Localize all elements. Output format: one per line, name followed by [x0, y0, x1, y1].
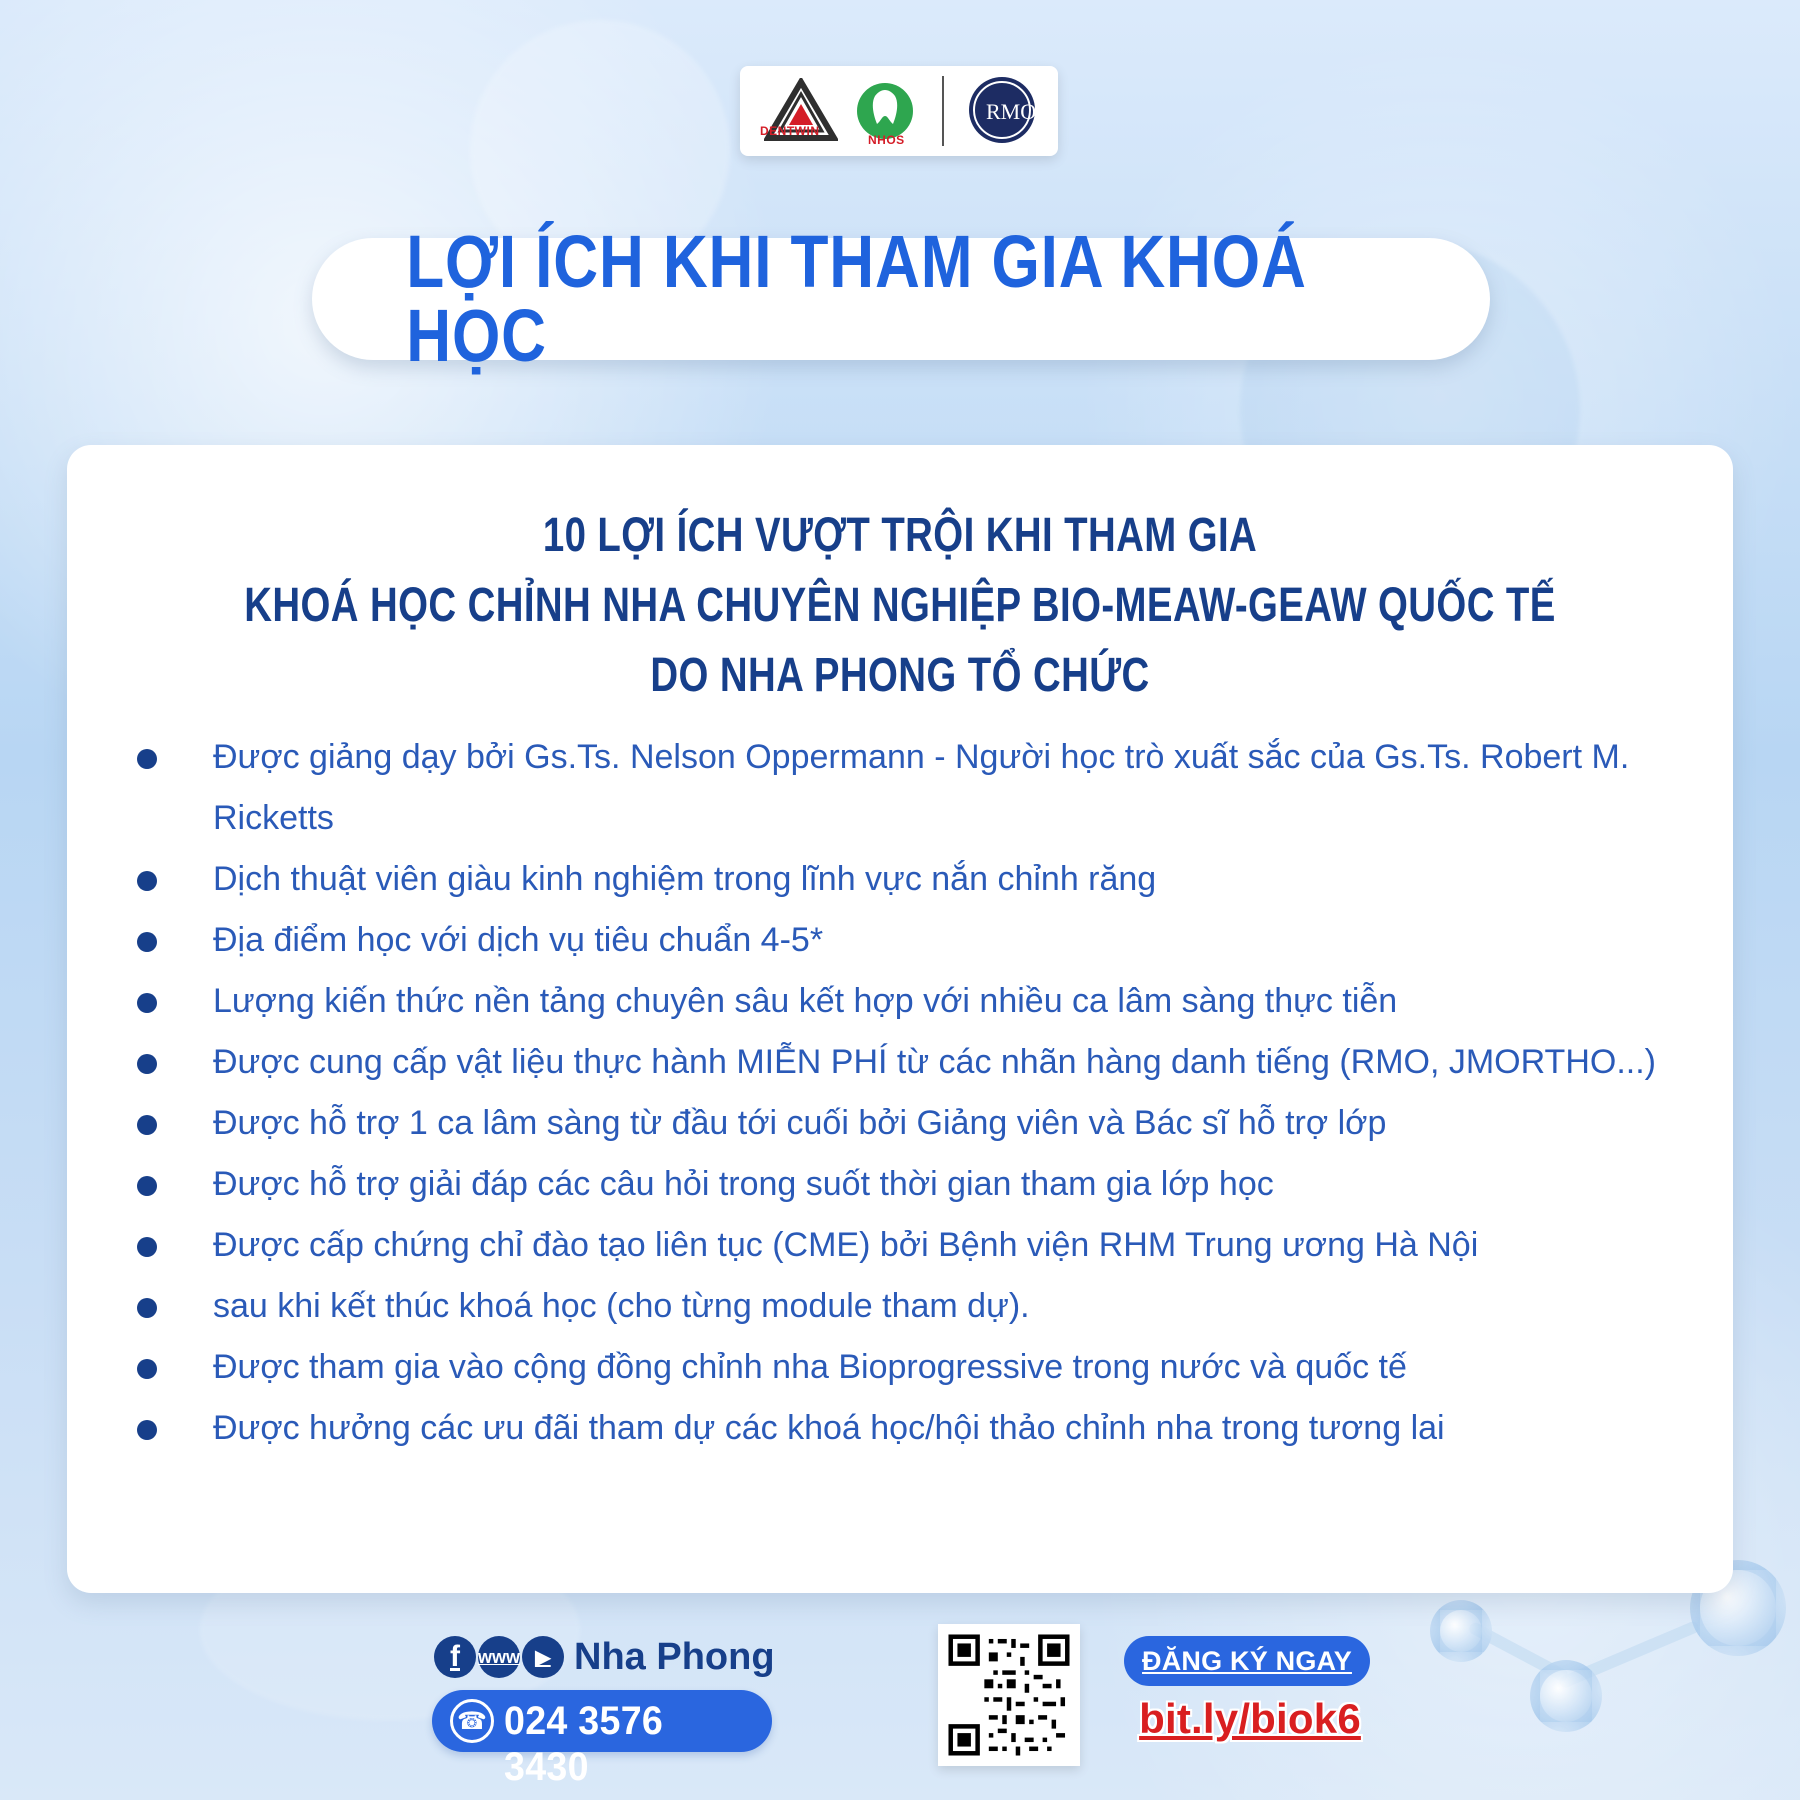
benefit-item	[101, 1276, 1661, 1337]
page-title-banner	[312, 220, 1490, 377]
benefit-text: Được giảng dạy bởi Gs.Ts. Nelson Oppermann - Người học trò xuất sắc của Gs.Ts. Robert M. Ricketts	[213, 738, 1630, 837]
benefits-list	[101, 727, 1661, 1459]
bullet-icon	[137, 993, 157, 1013]
benefit-item	[101, 971, 1661, 1032]
nhos-logo-text: NHOS	[868, 133, 905, 147]
benefit-text: Dịch thuật viên giàu kinh nghiệm trong lĩnh vực nắn chỉnh răng	[213, 860, 1157, 898]
facebook-icon[interactable]: f	[434, 1636, 476, 1678]
benefit-item	[101, 1337, 1661, 1398]
benefit-text: sau khi kết thúc khoá học (cho từng module tham dự).	[213, 1287, 1030, 1325]
phone-number: 024 3576 3430	[504, 1699, 664, 1789]
benefit-item	[101, 1093, 1661, 1154]
bullet-icon	[137, 1115, 157, 1135]
benefit-item	[101, 910, 1661, 971]
phone-icon: ☎	[450, 1699, 494, 1743]
contact-block	[430, 1630, 780, 1789]
bullet-icon	[137, 1420, 157, 1440]
qr-code[interactable]	[938, 1624, 1080, 1766]
benefit-text: Được hỗ trợ 1 ca lâm sàng từ đầu tới cuối bởi Giảng viên và Bác sĩ hỗ trợ lớp	[213, 1104, 1387, 1142]
benefit-item	[101, 1398, 1661, 1459]
brand-name: Nha Phong	[574, 1636, 775, 1678]
benefit-item	[101, 727, 1661, 849]
benefits-heading-line-3: DO NHA PHONG TỔ CHỨC	[650, 649, 1150, 702]
logo-divider	[942, 76, 944, 146]
phone-pill[interactable]	[432, 1690, 772, 1789]
benefit-text: Được hỗ trợ giải đáp các câu hỏi trong suốt thời gian tham gia lớp học	[213, 1165, 1274, 1203]
bullet-icon	[137, 1237, 157, 1257]
molecule-bond	[1467, 1621, 1570, 1683]
social-row	[430, 1630, 780, 1684]
molecule-node	[1430, 1600, 1492, 1662]
benefit-item	[101, 1215, 1661, 1276]
bullet-icon	[137, 749, 157, 769]
benefit-text: Được cấp chứng chỉ đào tạo liên tục (CME) bởi Bệnh viện RHM Trung ương Hà Nội	[213, 1226, 1479, 1264]
bullet-icon	[137, 1054, 157, 1074]
benefits-heading-line-1: 10 LỢI ÍCH VƯỢT TRỘI KHI THAM GIA	[542, 509, 1258, 562]
bullet-icon	[137, 932, 157, 952]
register-button[interactable]: ĐĂNG KÝ NGAY	[1124, 1636, 1370, 1686]
benefit-text: Được cung cấp vật liệu thực hành MIỄN PHÍ từ các nhãn hàng danh tiếng (RMO, JMORTHO...)	[213, 1043, 1656, 1081]
molecule-bond	[1558, 1620, 1701, 1690]
benefit-text: Được tham gia vào cộng đồng chỉnh nha Bioprogressive trong nước và quốc tế	[213, 1348, 1407, 1386]
bullet-icon	[137, 1176, 157, 1196]
register-link[interactable]: bit.ly/biok6	[1139, 1695, 1361, 1742]
bullet-icon	[137, 1298, 157, 1318]
benefit-item	[101, 1032, 1661, 1093]
dentwin-logo-text: DENTWIN	[760, 124, 820, 138]
benefit-item	[101, 1154, 1661, 1215]
website-icon[interactable]: www	[478, 1636, 520, 1678]
benefits-card	[67, 445, 1733, 1593]
benefit-item	[101, 849, 1661, 910]
bullet-icon	[137, 871, 157, 891]
benefit-text: Lượng kiến thức nền tảng chuyên sâu kết hợp với nhiều ca lâm sàng thực tiễn	[213, 982, 1398, 1020]
youtube-icon[interactable]: ▶	[522, 1636, 564, 1678]
benefits-heading-line-2: KHOÁ HỌC CHỈNH NHA CHUYÊN NGHIỆP BIO-MEAW-GEAW QUỐC TẾ	[244, 579, 1556, 632]
rmo-logo-text: RMO	[986, 99, 1037, 124]
bullet-icon	[137, 1359, 157, 1379]
molecule-node	[1530, 1660, 1602, 1732]
registration-block	[1120, 1636, 1380, 1768]
page-title: LỢI ÍCH KHI THAM GIA KHOÁ HỌC	[406, 220, 1307, 377]
benefit-text: Địa điểm học với dịch vụ tiêu chuẩn 4-5*	[213, 921, 824, 959]
benefit-text: Được hưởng các ưu đãi tham dự các khoá học/hội thảo chỉnh nha trong tương lai	[213, 1409, 1445, 1447]
partner-logo-strip	[740, 66, 1058, 156]
benefits-heading	[67, 501, 1733, 711]
